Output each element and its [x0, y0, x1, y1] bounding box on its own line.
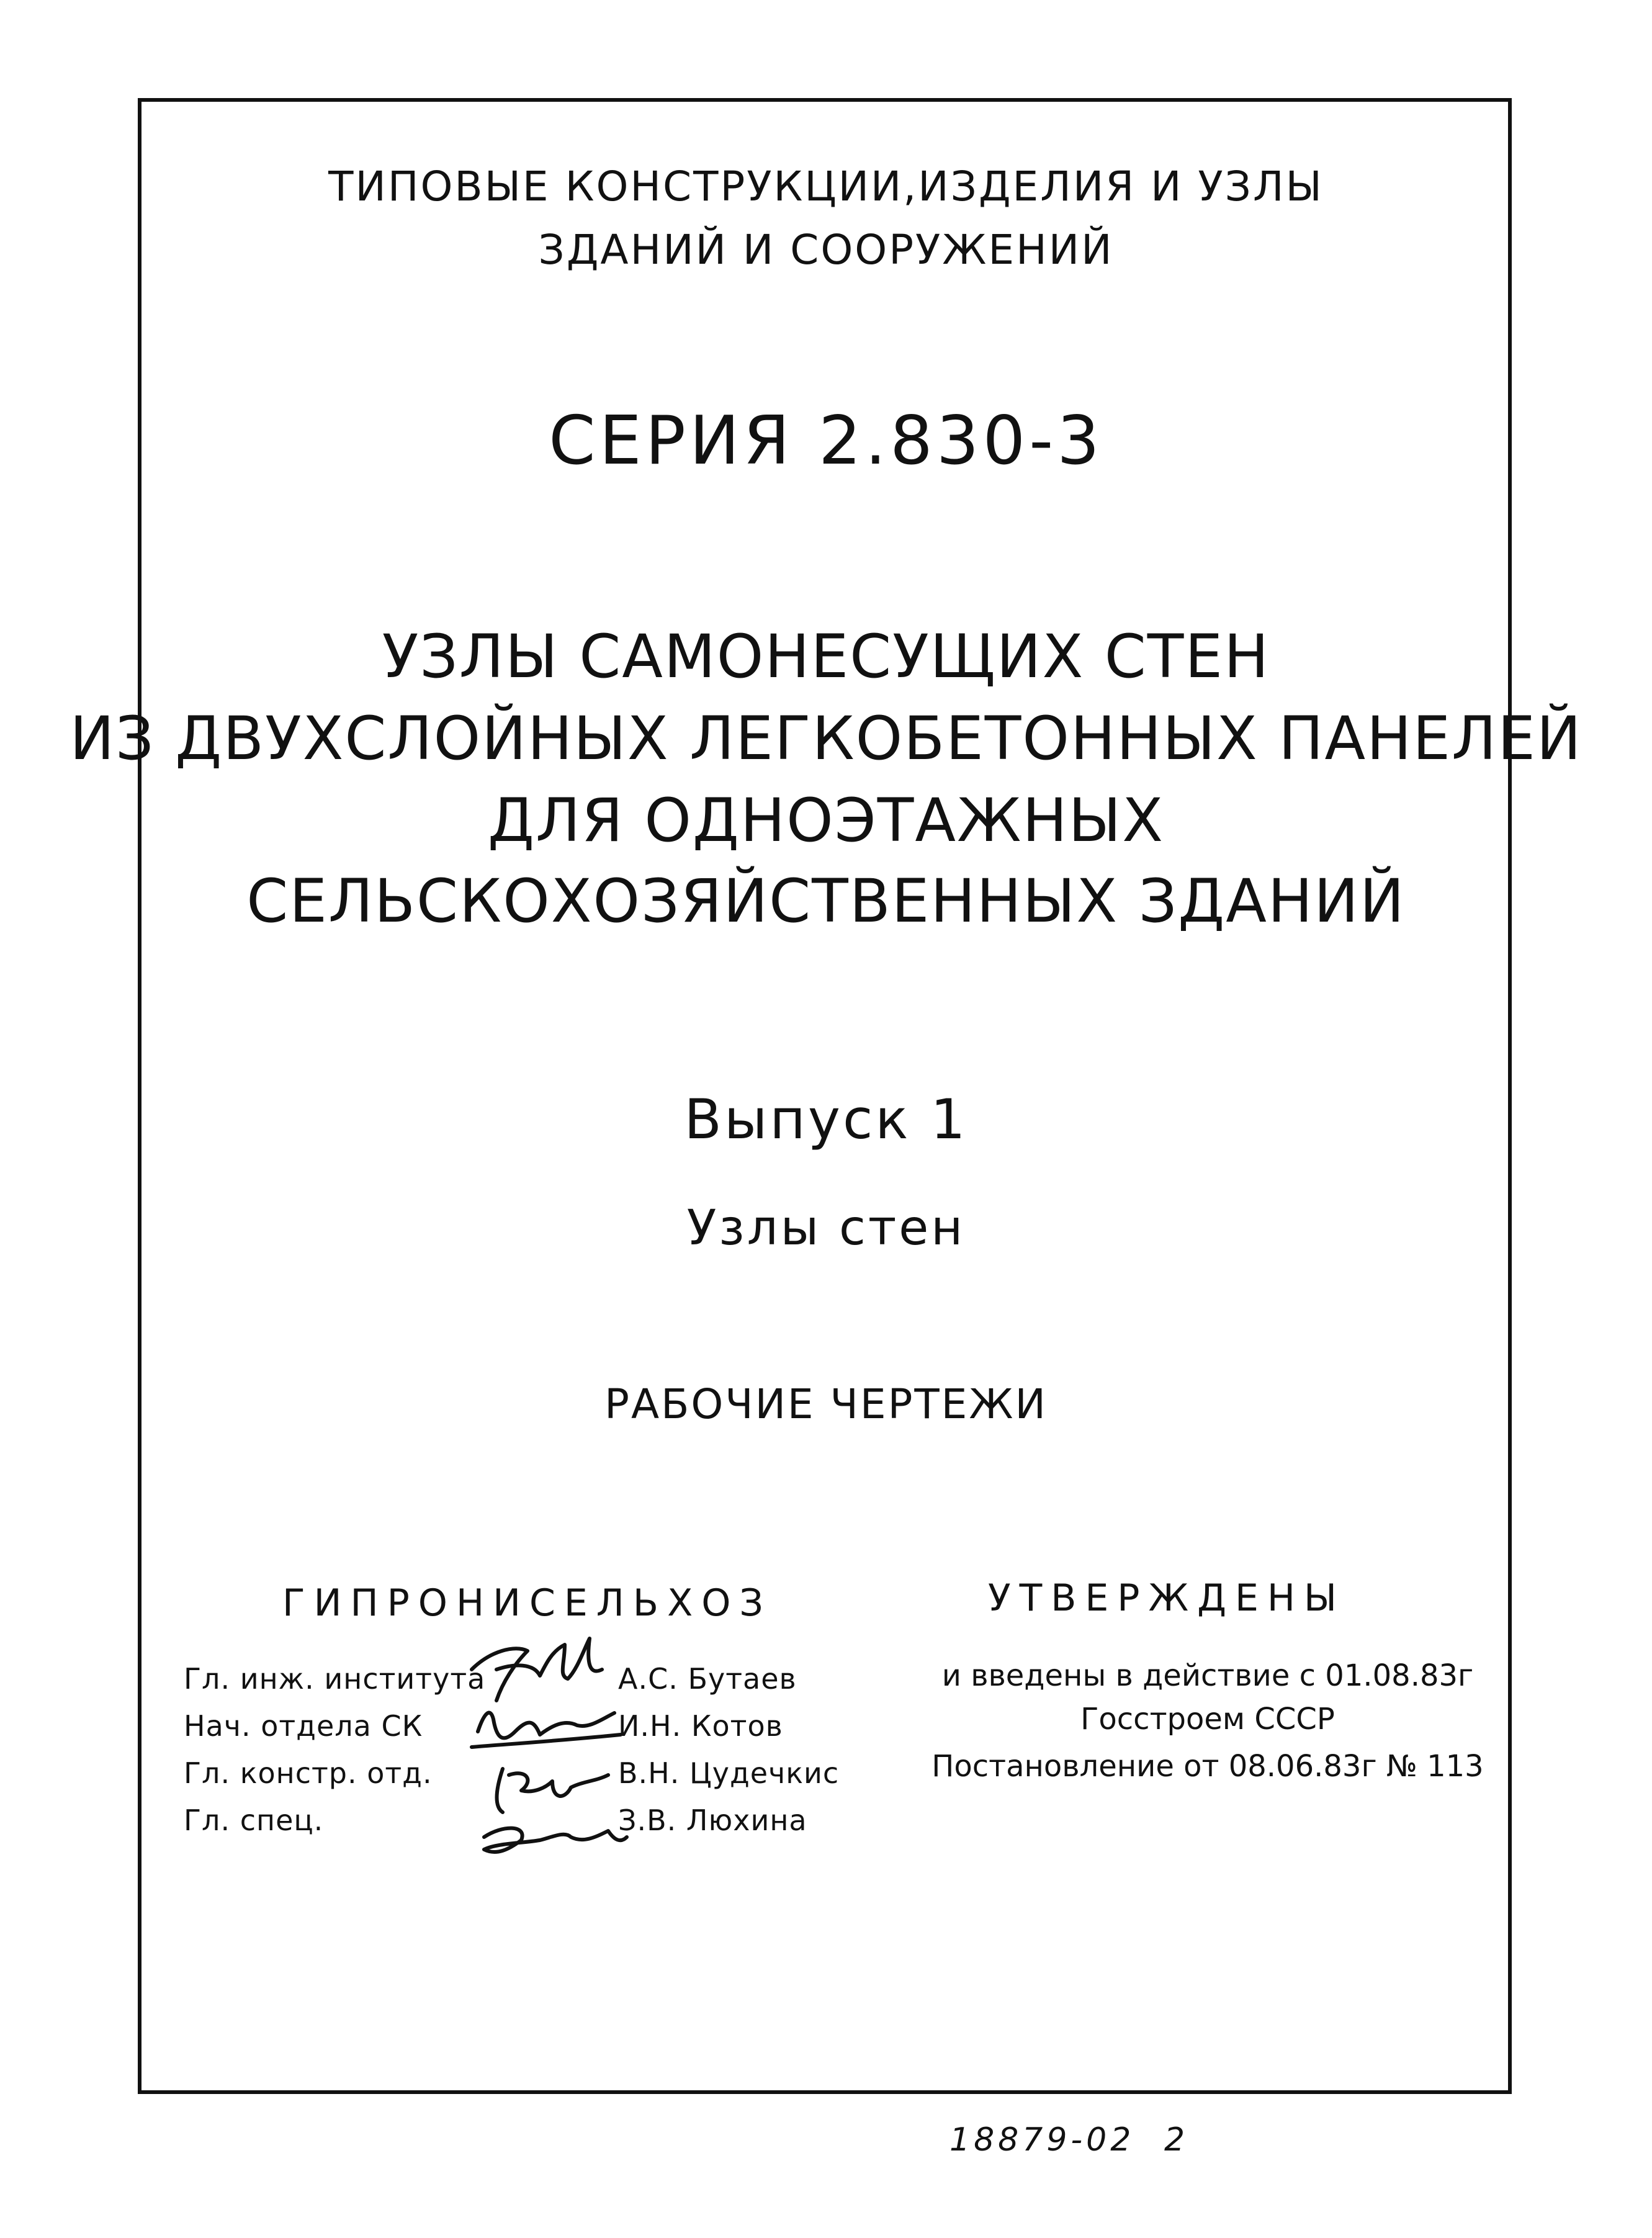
document-type: РАБОЧИЕ ЧЕРТЕЖИ [604, 1380, 1048, 1428]
signatory-position-1: Гл. инж. института [184, 1662, 486, 1696]
title-line-3: ДЛЯ ОДНОЭТАЖНЫХ [487, 786, 1165, 855]
signatory-position-4: Гл. спец. [184, 1804, 324, 1837]
document-code: 18879-02 [949, 2121, 1135, 2159]
signatory-name-3: В.Н. Цудечкис [618, 1756, 840, 1790]
signatory-name-4: З.В. Люхина [618, 1804, 807, 1837]
signatory-position-3: Гл. констр. отд. [184, 1756, 433, 1790]
issue-number: Выпуск 1 [684, 1087, 968, 1151]
page-number: 2 [1164, 2121, 1189, 2159]
organization-name: ГИПРОНИСЕЛЬХОЗ [282, 1581, 772, 1625]
approval-heading: УТВЕРЖДЕНЫ [988, 1576, 1345, 1620]
header-line-2: ЗДАНИЙ И СООРУЖЕНИЙ [538, 226, 1114, 274]
title-line-1: УЗЛЫ САМОНЕСУЩИХ СТЕН [382, 622, 1270, 691]
series-number: СЕРИЯ 2.830-3 [549, 402, 1103, 480]
approval-line-3: Постановление от 08.06.83г № 113 [931, 1749, 1484, 1784]
issue-subtitle: Узлы стен [686, 1200, 966, 1256]
approval-line-1: и введены в действие с 01.08.83г [941, 1658, 1474, 1693]
signatory-name-2: И.Н. Котов [618, 1709, 783, 1743]
title-line-4: СЕЛЬСКОХОЗЯЙСТВЕННЫХ ЗДАНИЙ [246, 866, 1406, 936]
header-line-1: ТИПОВЫЕ КОНСТРУКЦИИ,ИЗДЕЛИЯ И УЗЛЫ [328, 163, 1324, 210]
title-line-2: ИЗ ДВУХСЛОЙНЫХ ЛЕГКОБЕТОННЫХ ПАНЕЛЕЙ [70, 704, 1582, 773]
signatory-position-2: Нач. отдела СК [184, 1709, 423, 1743]
signatory-name-1: А.С. Бутаев [618, 1662, 797, 1696]
handwritten-signatures [459, 1626, 639, 1862]
approval-line-2: Госстроем СССР [1080, 1702, 1335, 1737]
